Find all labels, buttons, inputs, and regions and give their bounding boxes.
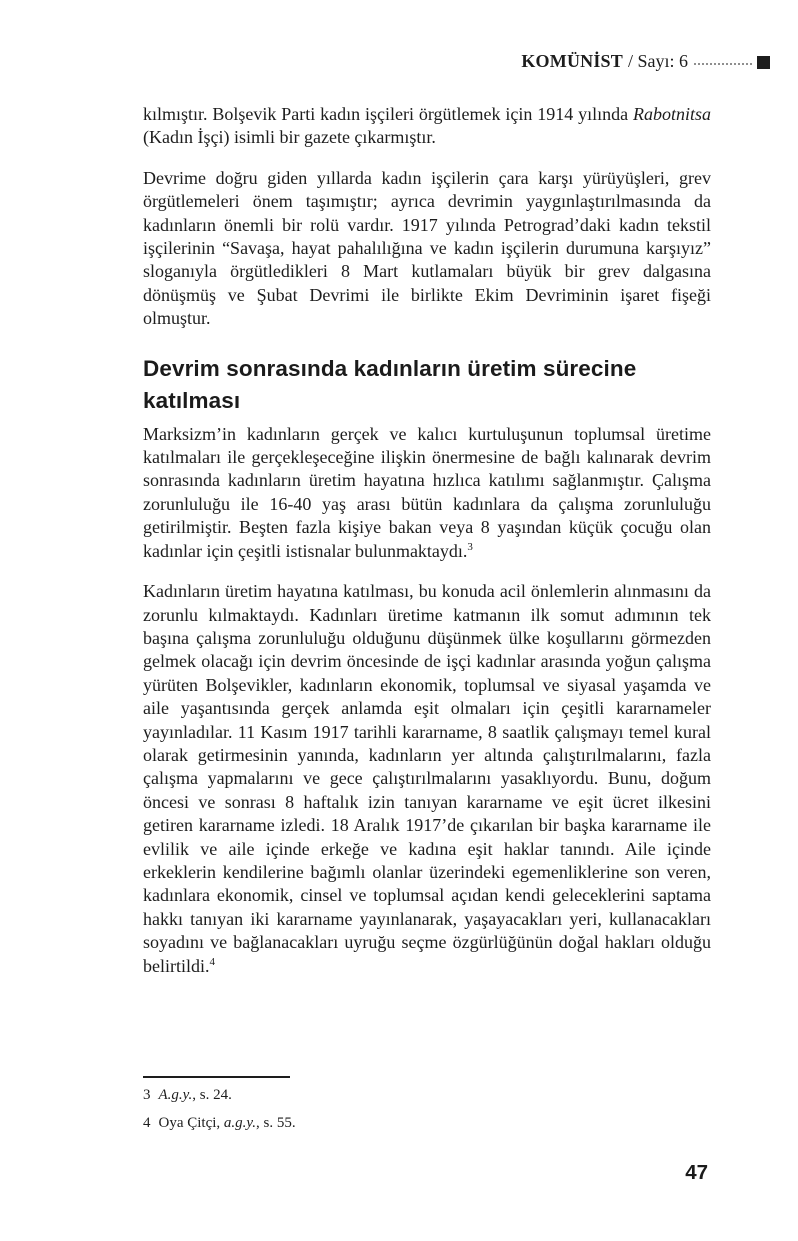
article-body	[143, 103, 711, 978]
journal-title: KOMÜNİST	[521, 51, 623, 71]
footnote-3-rest: , s. 24.	[192, 1087, 232, 1103]
dotted-leader-line	[694, 61, 752, 65]
paragraph-2: Devrime doğru giden yıllarda kadın işçilerin çara karşı yürüyüşleri, grev örgütlemeleri önem taşımıştır; ayrıca devrimin yaygınlaştırılmasında da kadınların önemli bir rolü vardır. 1917 yılında Petrograd’daki kadın tekstil işçilerinin “Savaşa, hayat pahalılığına ve kadın işçilerin durumuna karşıyız” sloganıyla örgütledikleri 8 Mart kutlamaları büyük bir grev dalgasına dönüşmüş ve Şubat Devrimi ile birlikte Ekim Devriminin işaret fişeği olmuştur.	[143, 167, 711, 329]
running-head	[521, 50, 770, 72]
paragraph-4	[143, 580, 711, 978]
header-square-marker	[757, 56, 770, 69]
footnote-4-rest: , s. 55.	[256, 1115, 296, 1131]
paragraph-continuation	[143, 103, 711, 150]
paragraph-4-text: Kadınların üretim hayatına katılması, bu konuda acil önlemlerin alınmasını da zorunlu kılmaktaydı. Kadınları üretime katmanın ilk somut adımının tek başına çalışma zorunluluğu olduğunu düşünmek ülke koşullarını görmezden gelmek olacağı için devrim öncesinde de işçi kadınlar arasında yoğun çalışma yürüten Bolşevikler, kadınların ekonomik, toplumsal ve siyasal yaşamda ve aile yaşantısında gerçek anlamda eşit olmaları için çeşitli kararnameler yayınladılar. 11 Kasım 1917 tarihli kararname, 8 saatlik çalışmayı temel kural olarak getirmesinin yanında, kadınların yer altında çalıştırılmalarını, fazla çalışma yapmalarını ve gece çalıştırılmalarını yasaklıyordu. Bunu, doğum öncesi ve sonrası 8 haftalık izin tanıyan kararname ve eşit ücret ilkesini getiren kararname izledi. 18 Aralık 1917’de çıkarılan bir başka kararname ile evlilik ve aile içinde erkeğe ve kadına eşit haklar tanındı. Aile içinde erkeklerin kendilerine bağımlı olanlar üzerindeki egemenliklerine son veren, kadınlara ekonomik, cinsel ve toplumsal açıdan kendi geleceklerini saptama hakkı tanıyan iki kararname yayınlanarak, yaşayacakları yeri, kullanacakları soyadını ve bağlanacakları uyruğu seçme özgürlüğünün doğal hakları olduğu belirtildi.	[143, 581, 711, 976]
footnote-4-italic: a.g.y.	[223, 1115, 256, 1131]
paragraph-1-rest: (Kadın İşçi) isimli bir gazete çıkarmıştır.	[143, 127, 436, 148]
italic-journal-name: Rabotnitsa	[632, 104, 711, 124]
section-heading: Devrim sonrasında kadınların üretim sürecine katılması	[143, 355, 637, 413]
paragraph-3	[143, 423, 711, 563]
footnote-4-number: 4	[143, 1115, 151, 1131]
footnote-4-pre: Oya Çitçi,	[158, 1115, 224, 1131]
footnote-area	[143, 1076, 711, 1141]
footnote-separator-rule	[143, 1076, 290, 1078]
footnote-3-text	[159, 1087, 232, 1103]
footnote-3-number: 3	[143, 1087, 151, 1103]
footnote-3	[143, 1085, 711, 1105]
paragraph-3-text: Marksizm’in kadınların gerçek ve kalıcı kurtuluşunun toplumsal üretime katılmaları ile gerçekleşeceğine ilişkin önermesine de bağlı kalınarak devrim sonrasında kadınların üretim hayatına hızlıca katılımı sağlanmıştır. Çalışma zorunluluğu ile 16-40 yaş arası bütün kadınlara da çalışma zorunluluğu getirilmiştir. Beşten fazla kişiye bakan veya 8 yaşından küçük çocuğu olan kadınlar için çeşitli istisnalar bulunmaktaydı.	[143, 423, 711, 561]
footnote-3-italic: A.g.y.	[158, 1087, 193, 1103]
footnote-4-text	[159, 1115, 296, 1131]
footnote-ref-4: 4	[209, 955, 215, 968]
paragraph-1-text: kılmıştır. Bolşevik Parti kadın işçileri örgütlemek için 1914 yılında	[143, 104, 633, 124]
footnote-4	[143, 1113, 711, 1133]
page-number: 47	[685, 1161, 708, 1184]
issue-label: / Sayı: 6	[627, 51, 688, 71]
footnote-ref-3: 3	[467, 540, 473, 553]
